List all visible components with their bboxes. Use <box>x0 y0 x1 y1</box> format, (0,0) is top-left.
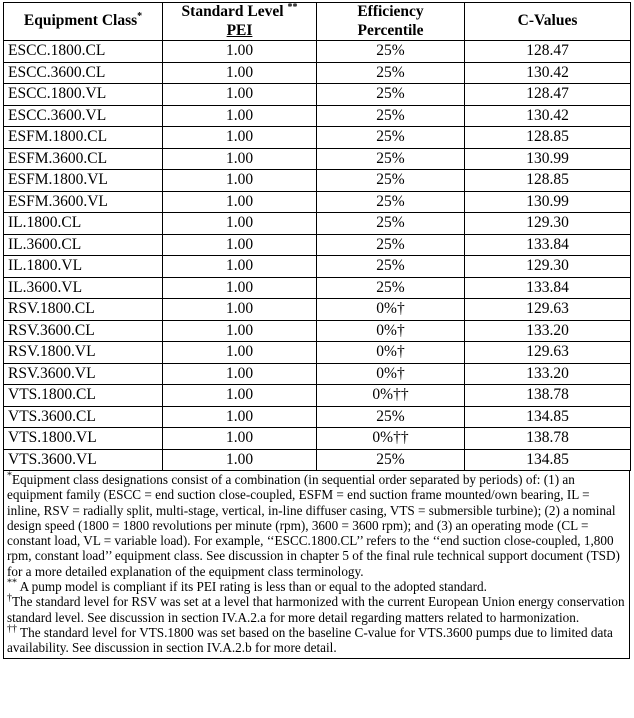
table-row <box>4 363 631 385</box>
efficiency-percentile-cell: 25% <box>317 234 465 256</box>
equipment-class-cell: ESCC.3600.VL <box>4 105 163 127</box>
pei-cell: 1.00 <box>163 320 317 342</box>
table-row <box>4 127 631 149</box>
table-row <box>4 406 631 428</box>
footnotes <box>3 471 630 659</box>
pei-cell: 1.00 <box>163 148 317 170</box>
standards-table <box>3 2 631 471</box>
efficiency-percentile-cell: 25% <box>317 84 465 106</box>
efficiency-percentile-cell: 0%† <box>317 299 465 321</box>
equipment-class-cell: VTS.3600.CL <box>4 406 163 428</box>
pei-cell: 1.00 <box>163 213 317 235</box>
equipment-class-cell: ESCC.1800.VL <box>4 84 163 106</box>
footnote-rsv: †The standard level for RSV was set at a level that harmonized with the current European Union energy conservation standard level. See discussion in section IV.A.2.a for more detail regarding matters related to harmonization. <box>7 592 625 625</box>
equipment-class-cell: ESCC.1800.CL <box>4 41 163 63</box>
c-value-cell: 128.47 <box>465 84 631 106</box>
efficiency-percentile-cell: 0%† <box>317 342 465 364</box>
equipment-class-cell: ESFM.3600.VL <box>4 191 163 213</box>
pei-cell: 1.00 <box>163 41 317 63</box>
equipment-class-cell: IL.3600.VL <box>4 277 163 299</box>
c-value-cell: 133.20 <box>465 320 631 342</box>
pei-cell: 1.00 <box>163 277 317 299</box>
table-row <box>4 385 631 407</box>
equipment-class-cell: RSV.3600.CL <box>4 320 163 342</box>
efficiency-percentile-cell: 25% <box>317 449 465 471</box>
c-value-cell: 130.99 <box>465 148 631 170</box>
equipment-class-cell: VTS.1800.CL <box>4 385 163 407</box>
c-value-cell: 129.30 <box>465 213 631 235</box>
c-value-cell: 133.84 <box>465 277 631 299</box>
equipment-class-cell: VTS.3600.VL <box>4 449 163 471</box>
table-row <box>4 170 631 192</box>
equipment-class-cell: RSV.1800.VL <box>4 342 163 364</box>
efficiency-percentile-cell: 25% <box>317 62 465 84</box>
efficiency-percentile-cell: 25% <box>317 41 465 63</box>
table-row <box>4 62 631 84</box>
c-value-cell: 133.20 <box>465 363 631 385</box>
equipment-class-cell: ESFM.1800.VL <box>4 170 163 192</box>
table-row <box>4 105 631 127</box>
equipment-class-cell: ESFM.1800.CL <box>4 127 163 149</box>
c-value-cell: 128.85 <box>465 170 631 192</box>
c-value-cell: 134.85 <box>465 449 631 471</box>
table-row <box>4 449 631 471</box>
header-row <box>4 3 631 41</box>
efficiency-percentile-cell: 0%† <box>317 363 465 385</box>
footnote-pei-compliance: ** A pump model is compliant if its PEI rating is less than or equal to the adopted standard. <box>7 577 487 595</box>
equipment-class-cell: VTS.1800.VL <box>4 428 163 450</box>
table-row <box>4 299 631 321</box>
efficiency-percentile-cell: 25% <box>317 191 465 213</box>
equipment-class-cell: ESFM.3600.CL <box>4 148 163 170</box>
c-value-cell: 130.42 <box>465 105 631 127</box>
table-row <box>4 277 631 299</box>
efficiency-percentile-cell: 25% <box>317 105 465 127</box>
c-value-cell: 129.63 <box>465 342 631 364</box>
pei-cell: 1.00 <box>163 385 317 407</box>
table-row <box>4 41 631 63</box>
pei-cell: 1.00 <box>163 170 317 192</box>
c-value-cell: 130.99 <box>465 191 631 213</box>
header-c-values: C-Values <box>465 3 631 41</box>
efficiency-percentile-cell: 25% <box>317 170 465 192</box>
equipment-class-cell: ESCC.3600.CL <box>4 62 163 84</box>
efficiency-percentile-cell: 25% <box>317 277 465 299</box>
table-row <box>4 234 631 256</box>
footnote-vts: †† The standard level for VTS.1800 was set based on the baseline C-value for VTS.3600 pumps due to limited data availability. See discussion in section IV.A.2.b for more detail. <box>7 623 613 656</box>
table-row <box>4 428 631 450</box>
pei-cell: 1.00 <box>163 406 317 428</box>
table-row <box>4 148 631 170</box>
pei-cell: 1.00 <box>163 84 317 106</box>
document <box>3 2 630 659</box>
equipment-class-cell: RSV.3600.VL <box>4 363 163 385</box>
pei-cell: 1.00 <box>163 105 317 127</box>
pei-cell: 1.00 <box>163 342 317 364</box>
c-value-cell: 138.78 <box>465 385 631 407</box>
equipment-class-cell: RSV.1800.CL <box>4 299 163 321</box>
c-value-cell: 134.85 <box>465 406 631 428</box>
efficiency-percentile-cell: 0%†† <box>317 428 465 450</box>
table-row <box>4 342 631 364</box>
footnote-equipment-class: *Equipment class designations consist of a combination (in sequential order separated by periods) of: (1) an equipment family (ESCC = end suction close-coupled, ESFM = end suction frame mounted/own bearing, IL = inline, RSV = radially split, multi-stage, vertical, in-line diffuser casing, VTS = submersible turbine); (2) a nominal design speed (1800 = 1800 revolutions per minute (rpm), 3600 = 3600 rpm); and (3) an operating mode (CL = constant load, VL = variable load). For example, ‘‘ESCC.1800.CL’’ refers to the ‘‘end suction close-coupled, 1,800 rpm, constant load’’ equipment class. See discussion in chapter 5 of the final rule technical support document (TSD) for a more detailed explanation of the equipment class terminology. <box>7 470 620 579</box>
table-row <box>4 320 631 342</box>
c-value-cell: 130.42 <box>465 62 631 84</box>
efficiency-percentile-cell: 25% <box>317 148 465 170</box>
c-value-cell: 138.78 <box>465 428 631 450</box>
efficiency-percentile-cell: 0%† <box>317 320 465 342</box>
efficiency-percentile-cell: 25% <box>317 406 465 428</box>
equipment-class-cell: IL.3600.CL <box>4 234 163 256</box>
header-equipment-class: Equipment Class* <box>4 3 163 41</box>
c-value-cell: 128.47 <box>465 41 631 63</box>
table-body <box>4 41 631 471</box>
header-standard-level: Standard Level ** PEI <box>163 3 317 41</box>
pei-cell: 1.00 <box>163 449 317 471</box>
pei-cell: 1.00 <box>163 191 317 213</box>
pei-cell: 1.00 <box>163 256 317 278</box>
table-row <box>4 256 631 278</box>
table-row <box>4 191 631 213</box>
pei-cell: 1.00 <box>163 234 317 256</box>
efficiency-percentile-cell: 25% <box>317 256 465 278</box>
pei-cell: 1.00 <box>163 299 317 321</box>
c-value-cell: 129.30 <box>465 256 631 278</box>
header-efficiency-percentile: Efficiency Percentile <box>317 3 465 41</box>
pei-cell: 1.00 <box>163 127 317 149</box>
efficiency-percentile-cell: 25% <box>317 213 465 235</box>
pei-cell: 1.00 <box>163 62 317 84</box>
pei-cell: 1.00 <box>163 363 317 385</box>
pei-cell: 1.00 <box>163 428 317 450</box>
efficiency-percentile-cell: 0%†† <box>317 385 465 407</box>
c-value-cell: 129.63 <box>465 299 631 321</box>
c-value-cell: 128.85 <box>465 127 631 149</box>
efficiency-percentile-cell: 25% <box>317 127 465 149</box>
c-value-cell: 133.84 <box>465 234 631 256</box>
table-row <box>4 213 631 235</box>
equipment-class-cell: IL.1800.CL <box>4 213 163 235</box>
table-row <box>4 84 631 106</box>
equipment-class-cell: IL.1800.VL <box>4 256 163 278</box>
